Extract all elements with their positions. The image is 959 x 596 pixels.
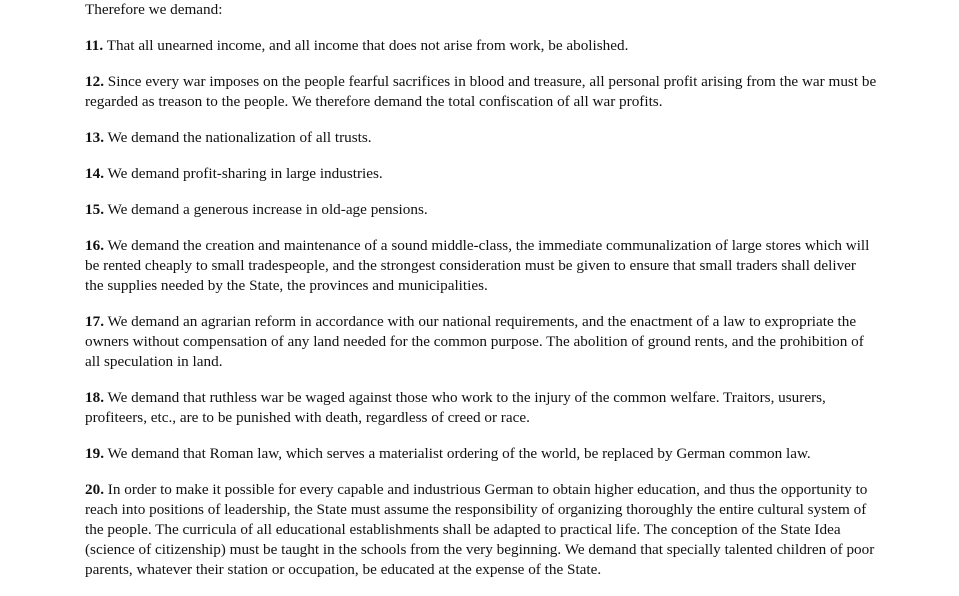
item-number: 14. — [85, 165, 104, 182]
list-item — [85, 236, 877, 296]
item-number: 18. — [85, 389, 104, 406]
item-text: We demand profit-sharing in large industries. — [107, 165, 383, 182]
item-number: 19. — [85, 445, 104, 462]
list-item — [85, 480, 877, 580]
item-text: That all unearned income, and all income that does not arise from work, be abolished. — [106, 37, 629, 54]
item-text: We demand that ruthless war be waged against those who work to the injury of the common welfare. Traitors, usurers, profiteers, etc., are to be punished with death, regardless of creed or race. — [85, 389, 826, 426]
item-text: We demand that Roman law, which serves a materialist ordering of the world, be replaced by German common law. — [107, 445, 811, 462]
item-text: In order to make it possible for every capable and industrious German to obtain higher education, and thus the opportunity to reach into positions of leadership, the State must assume the responsibility of organizing thoroughly the entire cultural system of the people. The curricula of all educational establishments shall be adapted to practical life. The conception of the State Idea (science of citizenship) must be taught in the schools from the very beginning. We demand that specially talented children of poor parents, whatever their station or occupation, be educated at the expense of the State. — [85, 481, 875, 578]
list-item — [85, 444, 877, 464]
list-item — [85, 164, 877, 184]
list-item — [85, 72, 877, 112]
item-number: 15. — [85, 201, 104, 218]
list-item — [85, 388, 877, 428]
item-text: We demand the nationalization of all trusts. — [107, 129, 372, 146]
item-text: We demand an agrarian reform in accordance with our national requirements, and the enactment of a law to expropriate the owners without compensation of any land needed for the common purpose. The abolition of ground rents, and the prohibition of all speculation in land. — [85, 313, 864, 370]
item-number: 16. — [85, 237, 104, 254]
list-item — [85, 128, 877, 148]
item-number: 12. — [85, 73, 104, 90]
item-number: 17. — [85, 313, 104, 330]
list-item — [85, 312, 877, 372]
item-text: We demand a generous increase in old-age pensions. — [107, 201, 428, 218]
document-body — [85, 0, 877, 596]
item-number: 11. — [85, 37, 104, 54]
item-text: Since every war imposes on the people fearful sacrifices in blood and treasure, all personal profit arising from the war must be regarded as treason to the people. We therefore demand the total confiscation of all war profits. — [85, 73, 877, 110]
item-number: 20. — [85, 481, 104, 498]
list-item — [85, 36, 877, 56]
item-text: We demand the creation and maintenance of a sound middle-class, the immediate communalization of large stores which will be rented cheaply to small tradespeople, and the strongest consideration must be given to ensure that small traders shall deliver the supplies needed by the State, the provinces and municipalities. — [85, 237, 870, 294]
item-number: 13. — [85, 129, 104, 146]
intro-text: Therefore we demand: — [85, 1, 223, 18]
list-item — [85, 200, 877, 220]
